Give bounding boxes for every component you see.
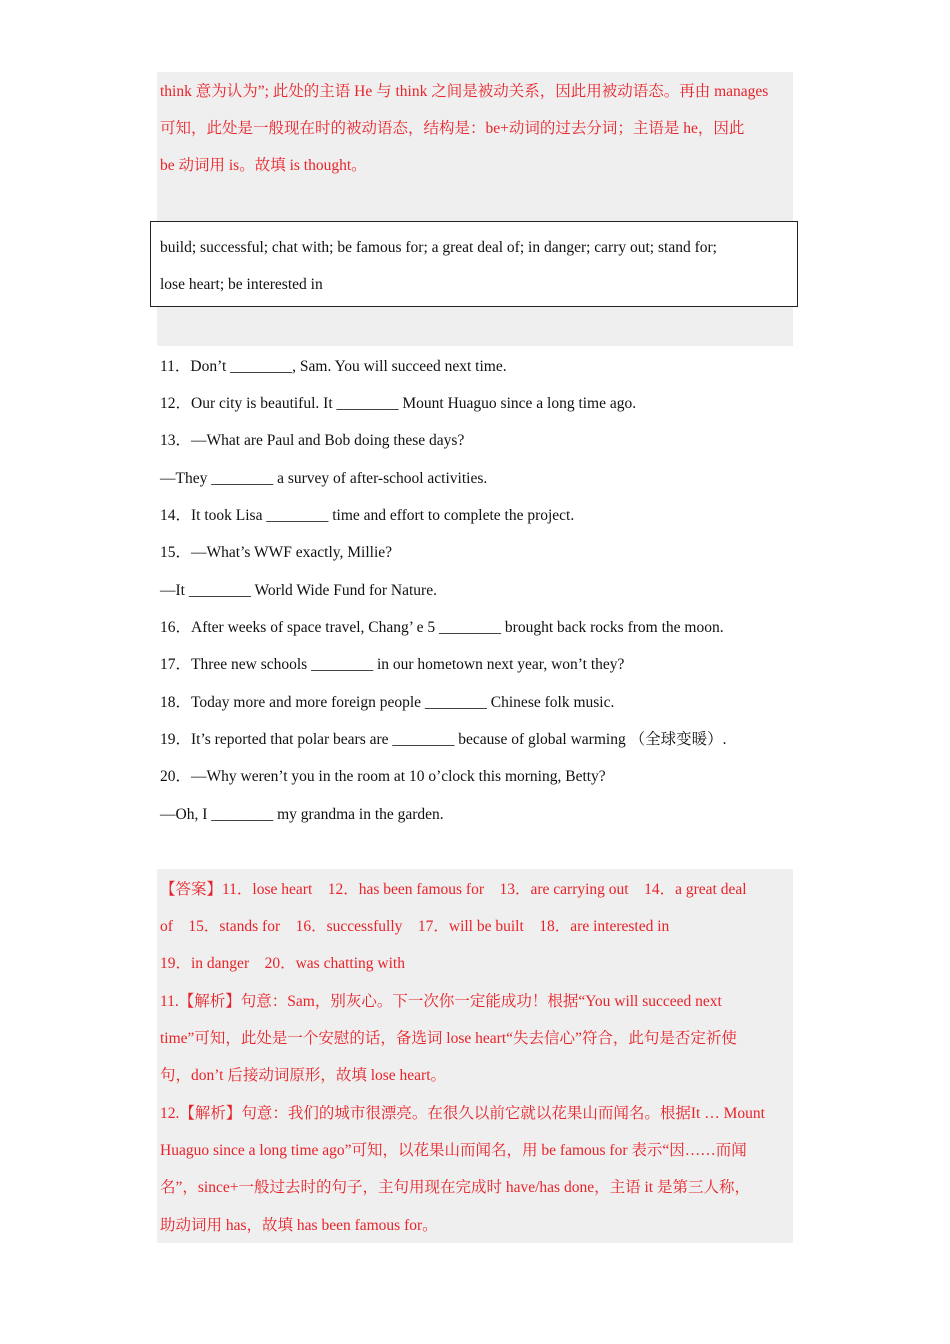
explanation-line: be 动词用 is。故填 is thought。: [160, 157, 367, 174]
question-line: 20．—Why weren’t you in the room at 10 o’clock this morning, Betty?: [160, 768, 606, 785]
question-line: 16．After weeks of space travel, Chang’ e 5 ________ brought back rocks from the moon.: [160, 619, 724, 636]
word-bank-box: [150, 221, 798, 307]
question-line: 18．Today more and more foreign people ________ Chinese folk music.: [160, 694, 615, 711]
explanation-line: 可知，此处是一般现在时的被动语态，结构是：be+动词的过去分词；主语是 he，因此: [160, 120, 745, 137]
analysis-line: Huaguo since a long time ago”可知，以花果山而闻名，用 be famous for 表示“因……而闻: [160, 1142, 747, 1159]
answer-line: 【答案】11．lose heart 12．has been famous for 13．are carrying out 14．a great deal: [160, 881, 747, 898]
question-line: —It ________ World Wide Fund for Nature.: [160, 582, 437, 599]
question-line: 13．—What are Paul and Bob doing these days?: [160, 432, 465, 449]
question-line: 12．Our city is beautiful. It ________ Mount Huaguo since a long time ago.: [160, 395, 637, 412]
word-bank-line: build; successful; chat with; be famous for; a great deal of; in danger; carry out; stand for;: [160, 239, 717, 256]
question-line: 19．It’s reported that polar bears are ________ because of global warming （全球变暖）.: [160, 731, 727, 748]
answer-line: of 15．stands for 16．successfully 17．will be built 18．are interested in: [160, 918, 670, 935]
question-line: 11．Don’t ________, Sam. You will succeed next time.: [160, 358, 507, 375]
analysis-line: 11.【解析】句意：Sam，别灰心。下一次你一定能成功！根据“You will succeed next: [160, 993, 722, 1010]
analysis-line: 句，don’t 后接动词原形，故填 lose heart。: [160, 1067, 447, 1084]
question-line: 14．It took Lisa ________ time and effort to complete the project.: [160, 507, 575, 524]
explanation-line: think 意为认为”; 此处的主语 He 与 think 之间是被动关系，因此用被动语态。再由 manages: [160, 83, 769, 100]
analysis-line: 12.【解析】句意：我们的城市很漂亮。在很久以前它就以花果山而闻名。根据It … Mount: [160, 1105, 765, 1122]
question-line: 17．Three new schools ________ in our hometown next year, won’t they?: [160, 656, 625, 673]
analysis-line: 名”，since+一般过去时的句子，主句用现在完成时 have/has done，主语 it 是第三人称，: [160, 1179, 750, 1196]
analysis-line: 助动词用 has，故填 has been famous for。: [160, 1217, 438, 1234]
analysis-line: time”可知，此处是一个安慰的话，备选词 lose heart“失去信心”符合，此句是否定祈使: [160, 1030, 737, 1047]
word-bank-line: lose heart; be interested in: [160, 276, 323, 293]
answer-line: 19．in danger 20．was chatting with: [160, 955, 405, 972]
question-line: —They ________ a survey of after-school activities.: [160, 470, 488, 487]
question-line: 15．—What’s WWF exactly, Millie?: [160, 544, 393, 561]
question-line: —Oh, I ________ my grandma in the garden.: [160, 806, 444, 823]
